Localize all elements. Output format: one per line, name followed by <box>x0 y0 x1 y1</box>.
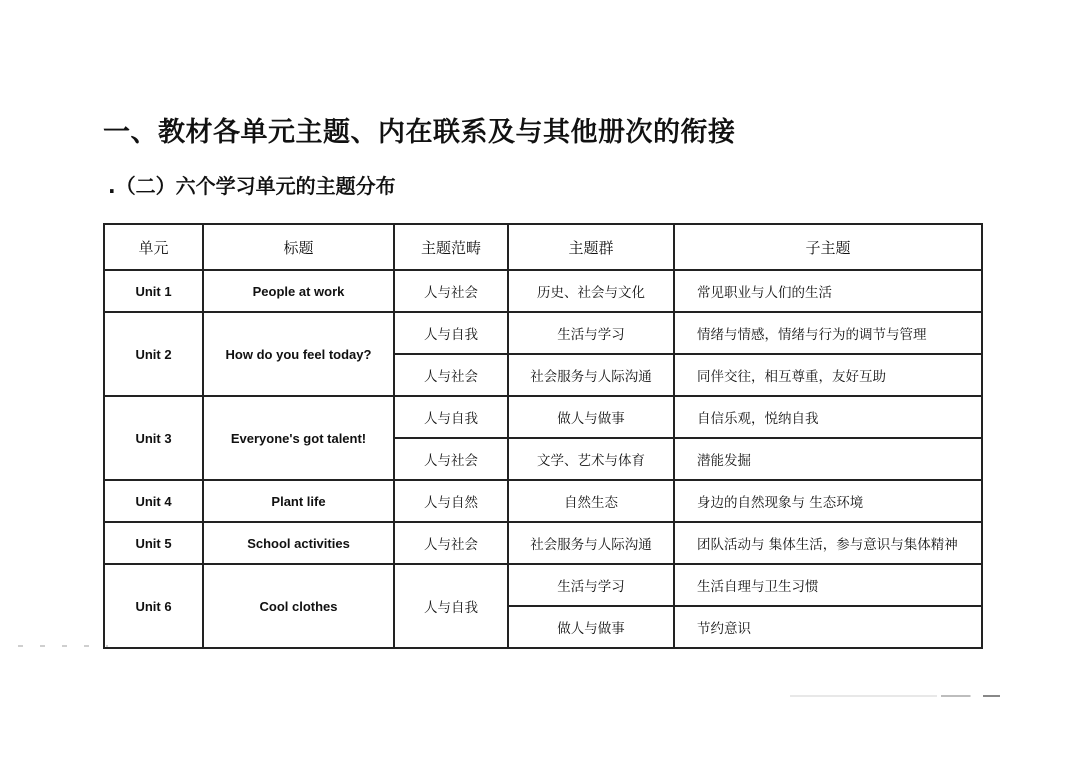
page-heading: 一、教材各单元主题、内在联系及与其他册次的衔接 <box>103 117 736 148</box>
unit-cell: Unit 1 <box>104 270 203 312</box>
title-cell: Cool clothes <box>203 564 394 648</box>
subtopic-cell: 身边的自然现象与 生态环境 <box>674 480 982 522</box>
title-cell: Plant life <box>203 480 394 522</box>
category-cell: 人与社会 <box>394 270 508 312</box>
category-cell: 人与自然 <box>394 480 508 522</box>
group-cell: 生活与学习 <box>508 564 674 606</box>
category-cell: 人与自我 <box>394 564 508 648</box>
header-category: 主题范畴 <box>394 224 508 270</box>
table-row <box>104 522 982 564</box>
table-row <box>104 270 982 312</box>
scan-artifact <box>790 695 1000 697</box>
table-row <box>104 564 982 606</box>
group-cell: 社会服务与人际沟通 <box>508 354 674 396</box>
subtopic-cell: 情绪与情感，情绪与行为的调节与管理 <box>674 312 982 354</box>
category-cell: 人与自我 <box>394 396 508 438</box>
unit-cell: Unit 3 <box>104 396 203 480</box>
title-cell: People at work <box>203 270 394 312</box>
subtopic-cell: 团队活动与 集体生活，参与意识与集体精神 <box>674 522 982 564</box>
table-row <box>104 312 982 354</box>
subtopic-cell: 生活自理与卫生习惯 <box>674 564 982 606</box>
category-cell: 人与社会 <box>394 438 508 480</box>
header-subtopic: 子主题 <box>674 224 982 270</box>
category-cell: 人与社会 <box>394 354 508 396</box>
table-header-row <box>104 224 982 270</box>
subtopic-cell: 同伴交往，相互尊重，友好互助 <box>674 354 982 396</box>
header-unit: 单元 <box>104 224 203 270</box>
subtopic-cell: 潜能发掘 <box>674 438 982 480</box>
unit-cell: Unit 4 <box>104 480 203 522</box>
header-title: 标题 <box>203 224 394 270</box>
group-cell: 文学、艺术与体育 <box>508 438 674 480</box>
header-group: 主题群 <box>508 224 674 270</box>
category-cell: 人与自我 <box>394 312 508 354</box>
group-cell: 历史、社会与文化 <box>508 270 674 312</box>
table-row <box>104 396 982 438</box>
scan-artifact <box>18 645 108 647</box>
subtopic-cell: 节约意识 <box>674 606 982 648</box>
section-subheading: .（二）六个学习单元的主题分布 <box>108 174 396 198</box>
group-cell: 自然生态 <box>508 480 674 522</box>
unit-topic-table <box>103 223 983 649</box>
unit-cell: Unit 5 <box>104 522 203 564</box>
subtopic-cell: 常见职业与人们的生活 <box>674 270 982 312</box>
group-cell: 社会服务与人际沟通 <box>508 522 674 564</box>
unit-cell: Unit 2 <box>104 312 203 396</box>
title-cell: School activities <box>203 522 394 564</box>
group-cell: 做人与做事 <box>508 396 674 438</box>
group-cell: 生活与学习 <box>508 312 674 354</box>
unit-cell: Unit 6 <box>104 564 203 648</box>
subtopic-cell: 自信乐观，悦纳自我 <box>674 396 982 438</box>
category-cell: 人与社会 <box>394 522 508 564</box>
table-row <box>104 480 982 522</box>
title-cell: How do you feel today? <box>203 312 394 396</box>
group-cell: 做人与做事 <box>508 606 674 648</box>
title-cell: Everyone's got talent! <box>203 396 394 480</box>
